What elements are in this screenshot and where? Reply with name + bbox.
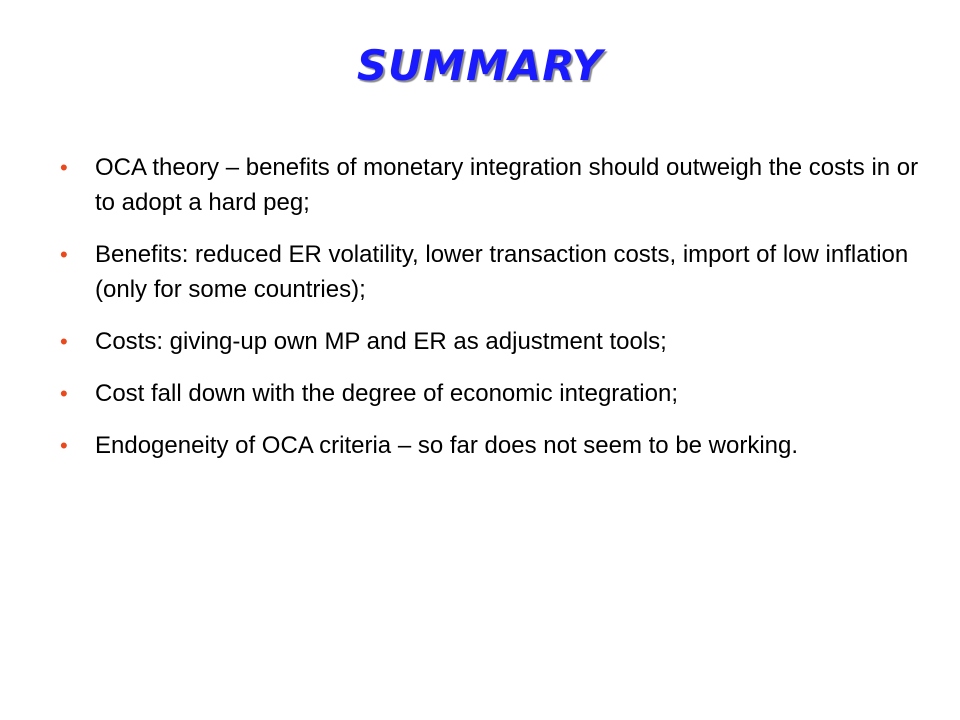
bullet-marker: •	[60, 329, 68, 354]
bullet-item	[60, 428, 920, 463]
bullet-item	[60, 150, 920, 220]
bullet-marker: •	[60, 433, 68, 458]
bullet-item	[60, 376, 920, 411]
bullet-item	[60, 237, 920, 307]
bullet-text: Endogeneity of OCA criteria – so far does not seem to be working.	[95, 432, 799, 459]
bullet-text: Costs: giving-up own MP and ER as adjustment tools;	[95, 328, 667, 355]
bullet-text: Benefits: reduced ER volatility, lower transaction costs, import of low inflation (only for some countries);	[95, 241, 909, 303]
bullet-text: OCA theory – benefits of monetary integration should outweigh the costs in or to adopt a hard peg;	[95, 154, 919, 216]
bullet-marker: •	[60, 242, 68, 267]
bullet-text: Cost fall down with the degree of economic integration;	[95, 380, 678, 407]
slide-title: SUMMARY	[356, 41, 604, 90]
bullet-list	[60, 150, 920, 463]
bullet-item	[60, 324, 920, 359]
bullet-marker: •	[60, 381, 68, 406]
bullet-marker: •	[60, 155, 68, 180]
